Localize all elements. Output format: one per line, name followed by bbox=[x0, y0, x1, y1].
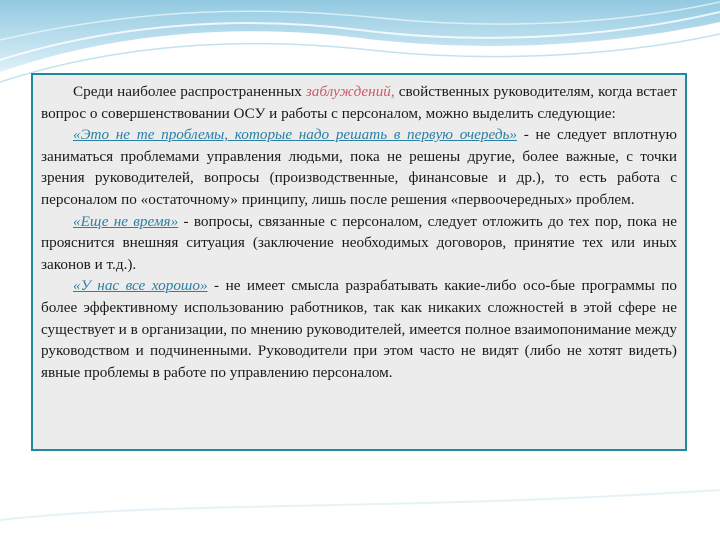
paragraph-intro bbox=[41, 81, 677, 124]
misconception-2-highlight: «Еще не время» bbox=[73, 212, 179, 230]
text-box bbox=[31, 73, 687, 451]
paragraph-misconception-2 bbox=[41, 211, 677, 276]
paragraph-intro-highlight: заблуждений, bbox=[305, 83, 395, 100]
bottom-wave-line bbox=[0, 490, 720, 520]
misconception-1-text: - не следует вплотную заниматься проблемами управления людьми, пока не решены другие, более важные, с точки зрения руководителей, вопросы (производственные, финансовые и др.), то есть работа с персоналом по «остаточному» принципу, лишь после решения «первоочередных» проблем. bbox=[41, 126, 677, 208]
misconception-3-highlight: «У нас все хорошо» bbox=[73, 277, 208, 295]
misconception-2-text: - вопросы, связанные с персоналом, следует отложить до тех пор, пока не прояснится внешняя ситуация (заключение необходимых договоров, принятие тех или иных законов и т.д.). bbox=[41, 212, 677, 273]
paragraph-intro-text-after: свойственных руководителям, когда встает вопрос о совершенствовании ОСУ и работы с персоналом, можно выделить следующие: bbox=[41, 83, 677, 122]
paragraph-misconception-1 bbox=[41, 124, 677, 210]
misconception-1-highlight: «Это не те проблемы, которые надо решать в первую очередь» bbox=[73, 126, 518, 144]
paragraph-intro-text-before: Среди наиболее распространенных bbox=[73, 83, 306, 100]
paragraph-misconception-3 bbox=[41, 275, 677, 383]
top-wave-fill bbox=[0, 0, 720, 72]
misconception-3-text: - не имеет смысла разрабатывать какие-либо осо-бые программы по более эффективному использованию работников, так как никаких сложностей в этой сфере не существует и в организации, по мнению руководителей, имеется полное взаимопонимание между руководством и подчиненными. Руководители при этом часто не видят (либо не хотят видеть) явные проблемы в работе по управлению персоналом. bbox=[41, 277, 677, 381]
